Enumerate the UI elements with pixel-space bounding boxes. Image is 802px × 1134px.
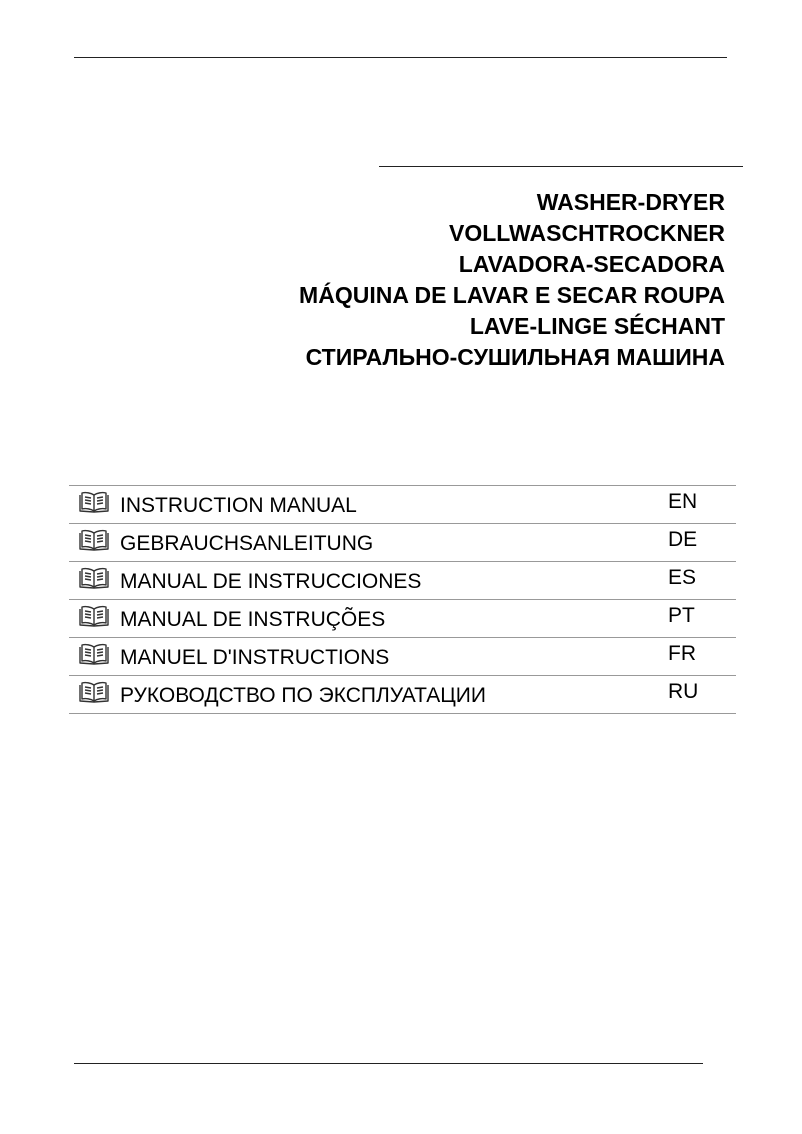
language-code: FR (668, 642, 696, 665)
book-icon (77, 566, 111, 590)
manual-label: MANUEL D'INSTRUCTIONS (120, 646, 390, 669)
manual-label: MANUAL DE INSTRUCCIONES (120, 570, 422, 593)
top-divider (74, 57, 727, 58)
language-code: RU (668, 680, 699, 703)
manual-language-list (69, 485, 736, 714)
title-divider (379, 166, 743, 167)
manual-label: INSTRUCTION MANUAL (120, 494, 357, 517)
product-titles (105, 187, 725, 373)
language-code: EN (668, 490, 698, 513)
manual-row-pt[interactable] (69, 600, 736, 638)
language-code: ES (668, 566, 697, 589)
manual-row-en[interactable] (69, 486, 736, 524)
product-title-en: WASHER-DRYER (536, 189, 725, 215)
manual-label: MANUAL DE INSTRUÇÕES (120, 608, 386, 631)
product-title-es: LAVADORA-SECADORA (458, 251, 725, 277)
manual-label: РУКОВОДСТВО ПО ЭКСПЛУАТАЦИИ (120, 684, 486, 707)
book-icon (77, 604, 111, 628)
book-icon (77, 642, 111, 666)
language-code: DE (668, 528, 698, 551)
book-icon (77, 490, 111, 514)
manual-row-es[interactable] (69, 562, 736, 600)
bottom-divider (74, 1063, 703, 1064)
manual-row-ru[interactable] (69, 676, 736, 714)
product-title-fr: LAVE-LINGE SÉCHANT (469, 313, 725, 339)
manual-row-de[interactable] (69, 524, 736, 562)
product-title-pt: MÁQUINA DE LAVAR E SECAR ROUPA (299, 282, 725, 308)
book-icon (77, 528, 111, 552)
manual-row-fr[interactable] (69, 638, 736, 676)
manual-label: GEBRAUCHSANLEITUNG (120, 532, 374, 555)
language-code: PT (668, 604, 695, 627)
product-title-ru: СТИРАЛЬНО-СУШИЛЬНАЯ МАШИНА (305, 344, 725, 370)
product-title-de: VOLLWASCHTROCKNER (449, 220, 725, 246)
book-icon (77, 680, 111, 704)
